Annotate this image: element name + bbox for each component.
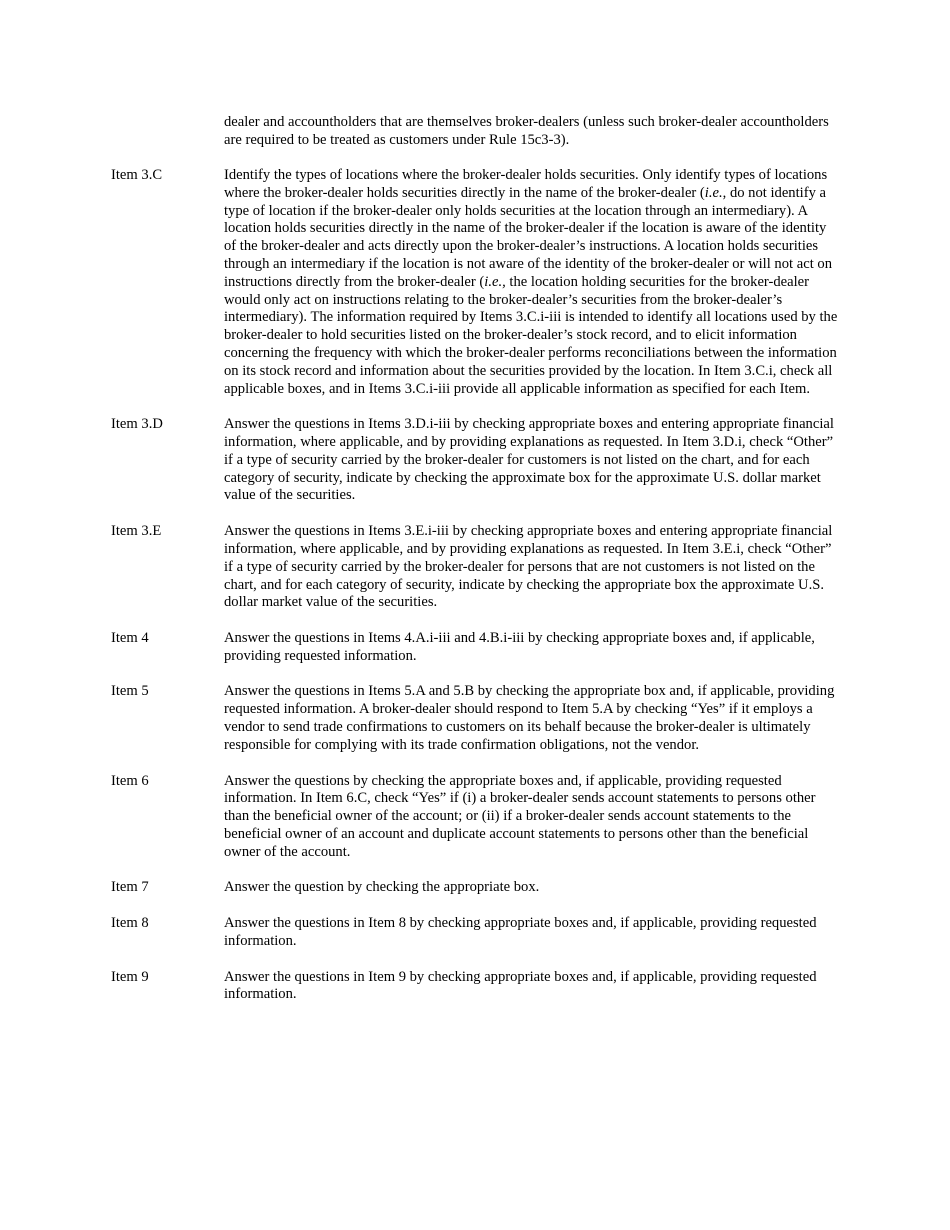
item-label: Item 8 (111, 915, 149, 932)
item-label: Item 4 (111, 630, 149, 646)
item-instructions (224, 523, 840, 612)
item-instructions (224, 915, 840, 951)
italic-text-segment: i.e., (484, 273, 506, 290)
item-row (111, 523, 840, 612)
text-segment: Answer the question by checking the appropriate box. (224, 879, 540, 896)
italic-text-segment: i.e. (704, 184, 723, 201)
item-row (111, 683, 840, 754)
item-instructions (224, 969, 840, 1005)
item-list (111, 167, 840, 1022)
item-label: Item 9 (111, 968, 149, 985)
item-label: Item 5 (111, 683, 149, 700)
text-segment: Answer the questions in Items 3.E.i-iii by checking appropriate boxes and entering appropriate financial information, where applicable, and by providing explanations as requested. In Item 3.E.i, check “Other” if a type of security carried by the broker-dealer for persons that are not customers is not listed on the chart, and for each category of security, indicate by checking the appropriate box the approximate U.S. dollar market value of the securities. (224, 523, 833, 611)
item-row (111, 167, 840, 398)
text-segment: Answer the questions in Items 4.A.i-iii and 4.B.i-iii by checking appropriate boxes and, if applicable, providing requested information. (224, 630, 815, 664)
continued-paragraph: dealer and accountholders that are themselves broker-dealers (unless such broker-dealer accountholders are required to be treated as customers under Rule 15c3-3). (224, 114, 829, 148)
text-segment: Answer the questions in Item 8 by checking appropriate boxes and, if applicable, providing requested information. (224, 915, 817, 949)
item-label: Item 6 (111, 772, 149, 789)
item-instructions (224, 879, 840, 897)
item-label: Item 3.C (111, 167, 163, 183)
item-row (111, 416, 840, 505)
item-row (111, 773, 840, 862)
text-segment: Answer the questions in Items 3.D.i-iii by checking appropriate boxes and entering appropriate financial information, where applicable, and by providing explanations as requested. In Item 3.D.i, check “Other” if a type of security carried by the broker-dealer for customers is not listed on the chart, and for each category of security, indicate by checking the approximate box for the approximate U.S. dollar market value of the securities. (224, 416, 834, 504)
item-row (111, 915, 840, 951)
item-instructions (224, 416, 840, 505)
text-segment: the location holding securities for the broker-dealer would only act on instructions relating to the broker-dealer’s securities from the broker-dealer’s intermediary). The information required by Items 3.C.i-iii is intended to identify all locations used by the broker-dealer to hold securities listed on the broker-dealer’s stock record, and to elicit information concerning the frequency with which the broker-dealer performs reconciliations between the information on its stock record and information about the securities provided by the location. In Item 3.C.i, check all applicable boxes, and in Items 3.C.i-iii provide all applicable information as specified for each Item. (224, 273, 838, 397)
item-row (111, 969, 840, 1005)
item-label: Item 3.E (111, 523, 162, 540)
text-segment: , do not identify a type of location if the broker-dealer only holds securities at the location through an intermediary). A location holds securities directly in the name of the broker-dealer if the location is aware of the identity of the broker-dealer and acts directly upon the broker-dealer’s instructions. A location holds securities through an intermediary if the location is not aware of the identity of the broker-dealer or will not act on instructions directly from the broker-dealer ( (224, 184, 832, 290)
item-instructions (224, 683, 840, 754)
text-segment: Identify the types of locations where the broker-dealer holds securities. Only identify types of locations where the broker-dealer holds securities directly in the name of the broker-dealer ( (224, 167, 828, 201)
item-instructions (224, 630, 840, 666)
item-instructions (224, 167, 840, 398)
text-segment: Answer the questions in Item 9 by checking appropriate boxes and, if applicable, providing requested information. (224, 968, 817, 1003)
item-label: Item 7 (111, 879, 149, 896)
item-row (111, 879, 840, 897)
text-segment: Answer the questions by checking the appropriate boxes and, if applicable, providing requested information. In Item 6.C, check “Yes” if (i) a broker-dealer sends account statements to persons other than the beneficial owner of the account; or (ii) if a broker-dealer sends account statements to the beneficial owner of an account and duplicate account statements to persons other than the beneficial owner of the account. (224, 772, 816, 860)
text-segment: Answer the questions in Items 5.A and 5.B by checking the appropriate box and, if applicable, providing requested information. A broker-dealer should respond to Item 5.A by checking “Yes” if it employs a vendor to send trade confirmations to customers on its behalf because the broker-dealer is ultimately responsible for complying with its trade confirmation obligations, not the vendor. (224, 683, 835, 753)
item-label: Item 3.D (111, 416, 163, 433)
item-row (111, 630, 840, 666)
item-instructions (224, 773, 840, 862)
